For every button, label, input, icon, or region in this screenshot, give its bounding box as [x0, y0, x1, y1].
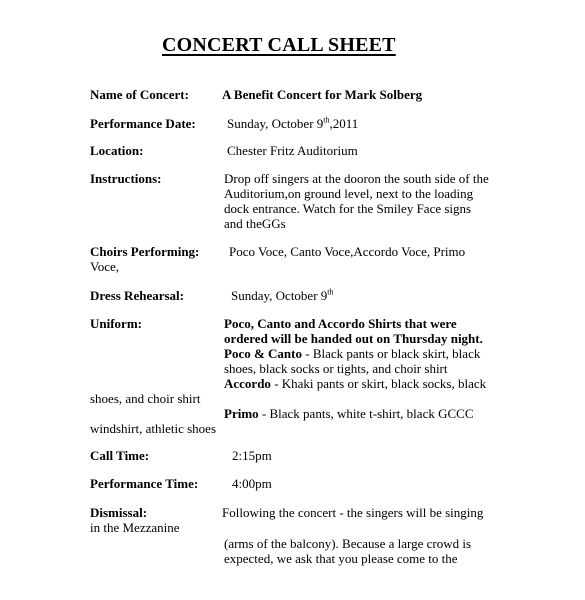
instructions-line-4: and theGGs	[224, 216, 286, 231]
performance-date-label: Performance Date:	[90, 116, 196, 131]
choirs-performing-label: Choirs Performing:	[90, 244, 200, 259]
uniform-label: Uniform:	[90, 316, 142, 331]
instructions-line-2: Auditorium,on ground level, next to the loading	[224, 186, 474, 201]
name-of-concert-label: Name of Concert:	[90, 87, 189, 102]
uniform-poco-canto: Poco & Canto - Black pants or black skirt, black	[224, 346, 481, 361]
location-label: Location:	[90, 143, 144, 158]
dress-rehearsal-label: Dress Rehearsal:	[90, 288, 184, 303]
performance-date-value: Sunday, October 9th,2011	[227, 115, 359, 131]
location-value: Chester Fritz Auditorium	[227, 143, 358, 158]
performance-time-label: Performance Time:	[90, 476, 199, 491]
instructions-line-1: Drop off singers at the dooron the south side of the	[224, 171, 489, 186]
uniform-note-line-1: Poco, Canto and Accordo Shirts that were	[224, 316, 457, 331]
uniform-accordo-wrap: shoes, and choir shirt	[90, 391, 201, 406]
name-of-concert-value: A Benefit Concert for Mark Solberg	[222, 87, 423, 102]
page-title: CONCERT CALL SHEET	[162, 34, 396, 56]
dress-rehearsal-value: Sunday, October 9th	[231, 287, 334, 303]
instructions-line-3: dock entrance. Watch for the Smiley Face signs	[224, 201, 472, 216]
call-time-value: 2:15pm	[232, 448, 272, 463]
choirs-performing-wrap: Voce,	[90, 259, 120, 274]
dismissal-wrap: in the Mezzanine	[90, 520, 180, 535]
uniform-accordo: Accordo - Khaki pants or skirt, black socks, black	[224, 376, 487, 391]
call-time-label: Call Time:	[90, 448, 150, 463]
dismissal-line-3: expected, we ask that you please come to the	[224, 551, 458, 566]
instructions-label: Instructions:	[90, 171, 162, 186]
dismissal-line-2: (arms of the balcony). Because a large crowd is	[224, 536, 472, 551]
uniform-primo-wrap: windshirt, athletic shoes	[90, 421, 217, 436]
uniform-primo: Primo - Black pants, white t-shirt, black GCCC	[224, 406, 474, 421]
uniform-poco-canto-line-2: shoes, black socks or tights, and choir shirt	[224, 361, 448, 376]
dismissal-value: Following the concert - the singers will be singing	[222, 505, 484, 520]
performance-time-value: 4:00pm	[232, 476, 272, 491]
choirs-performing-value: Poco Voce, Canto Voce,Accordo Voce, Primo	[229, 244, 466, 259]
dismissal-label: Dismissal:	[90, 505, 148, 520]
uniform-note-line-2: ordered will be handed out on Thursday night.	[224, 331, 483, 346]
